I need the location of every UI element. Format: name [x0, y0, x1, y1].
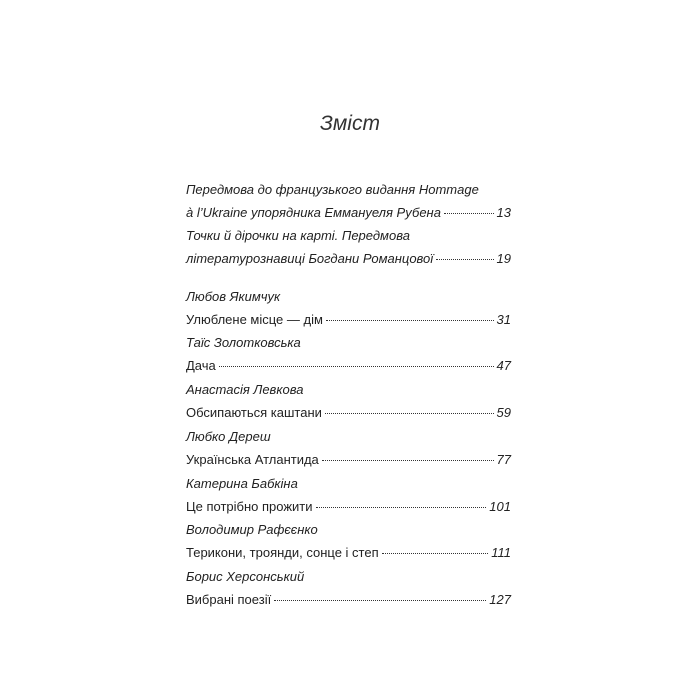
toc-entry-line — [186, 354, 511, 377]
page-number: 13 — [496, 205, 511, 220]
toc-intro-entry-1 — [186, 178, 511, 224]
toc-intro-entry-2 — [186, 224, 511, 270]
work-title: Дача — [186, 358, 216, 373]
toc-entry-text: à l’Ukraine упорядника Еммануеля Рубена — [186, 205, 441, 220]
dot-leader — [219, 365, 494, 367]
toc-author-entry-5 — [186, 472, 511, 518]
author-name: Катерина Бабкіна — [186, 476, 298, 491]
toc-entry-line — [186, 401, 511, 424]
toc-author-entry-6 — [186, 518, 511, 564]
author-name: Володимир Рафєєнко — [186, 522, 318, 537]
page-number: 101 — [489, 499, 511, 514]
page-title: Зміст — [320, 112, 380, 135]
dot-leader — [326, 319, 494, 321]
page-number: 127 — [489, 592, 511, 607]
author-name: Анастасія Левкова — [186, 382, 304, 397]
toc-entry-line — [186, 541, 511, 564]
toc-entry-text: літературознавиці Богдани Романцової — [186, 251, 434, 266]
author-name: Таїс Золотковська — [186, 335, 301, 350]
dot-leader — [436, 258, 493, 260]
toc-author-entry-2 — [186, 331, 511, 377]
work-title: Українська Атлантида — [186, 452, 319, 467]
toc-entry-line — [186, 308, 511, 331]
work-title: Терикони, троянди, сонце і степ — [186, 545, 379, 560]
work-title: Обсипаються каштани — [186, 405, 322, 420]
work-title: Це потрібно прожити — [186, 499, 313, 514]
page-number: 31 — [496, 312, 511, 327]
toc-entry-line — [186, 495, 511, 518]
author-name: Любов Якимчук — [186, 289, 281, 304]
page-number: 59 — [496, 405, 511, 420]
dot-leader — [382, 552, 489, 554]
page-number: 19 — [496, 251, 511, 266]
dot-leader — [325, 412, 494, 414]
page-number: 47 — [496, 358, 511, 373]
work-title: Улюблене місце — дім — [186, 312, 323, 327]
toc-entry-line — [186, 247, 511, 270]
author-name: Борис Херсонський — [186, 569, 305, 584]
toc-entry-text: Точки й дірочки на карті. Передмова — [186, 228, 410, 243]
toc-entry-line — [186, 588, 511, 611]
toc-author-entry-4 — [186, 425, 511, 471]
toc-entry-line — [186, 224, 511, 247]
page-number: 111 — [491, 545, 511, 560]
dot-leader — [316, 506, 487, 508]
dot-leader — [274, 599, 486, 601]
author-name: Любко Дереш — [186, 429, 271, 444]
dot-leader — [322, 459, 494, 461]
toc-entry-line — [186, 178, 511, 201]
dot-leader — [444, 212, 494, 214]
toc-author-entry-3 — [186, 378, 511, 424]
toc-author-entry-7 — [186, 565, 511, 611]
toc-entry-line — [186, 201, 511, 224]
toc-entry-line — [186, 448, 511, 471]
toc-entry-text: Передмова до французького видання Hommage — [186, 182, 479, 197]
toc-author-entry-1 — [186, 285, 511, 331]
page-number: 77 — [496, 452, 511, 467]
work-title: Вибрані поезії — [186, 592, 272, 607]
